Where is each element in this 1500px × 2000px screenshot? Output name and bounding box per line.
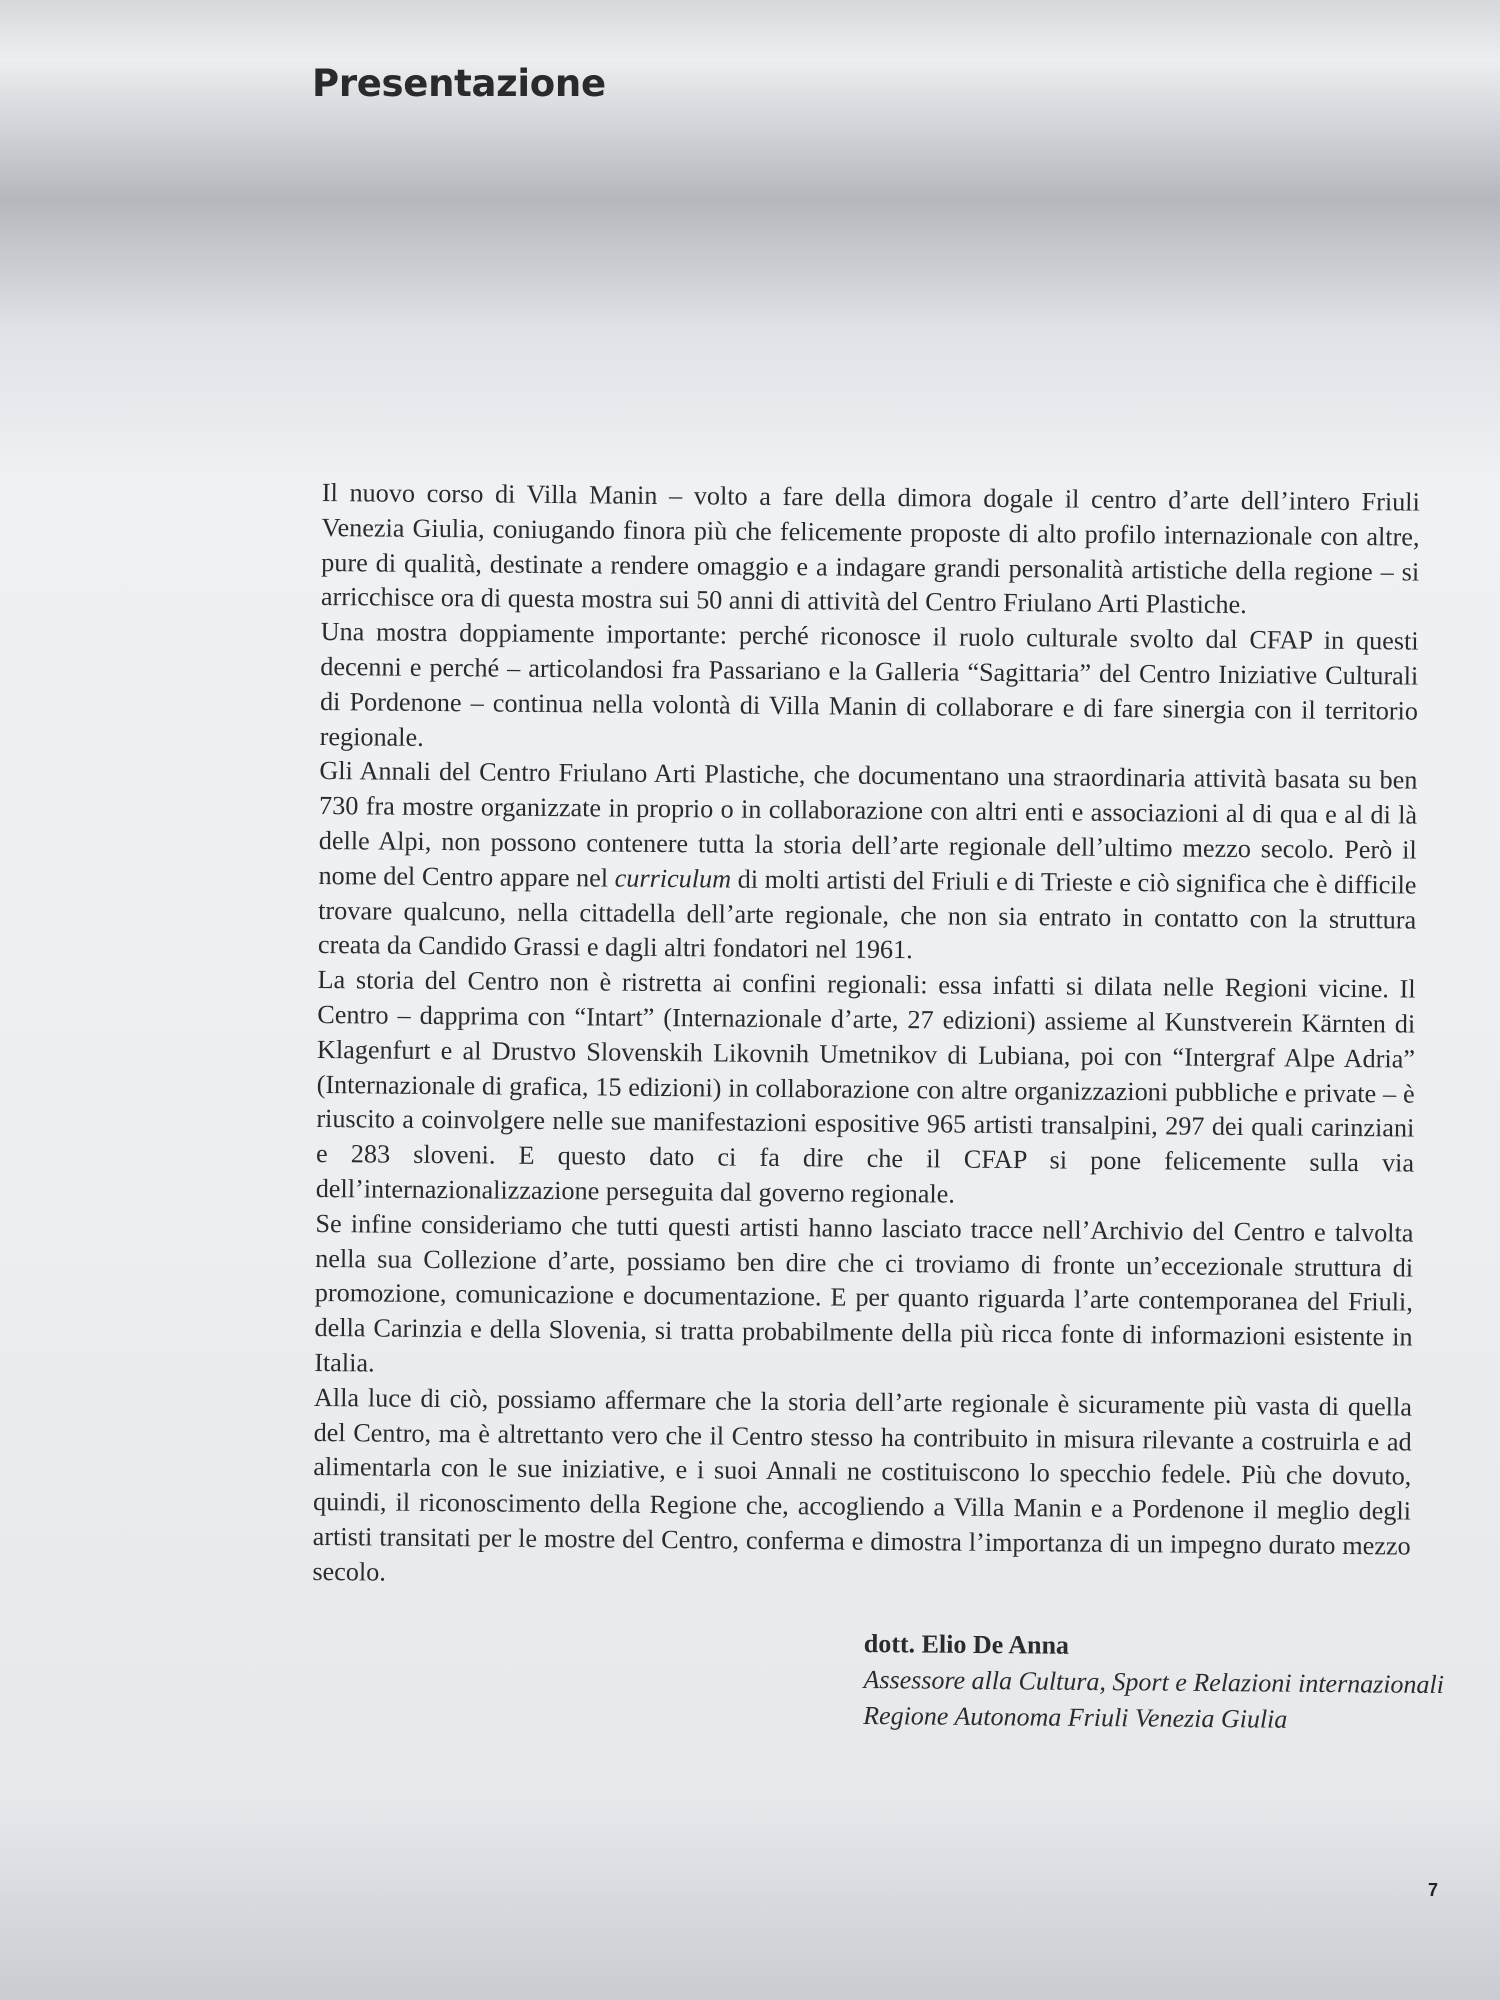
paragraph-1: Il nuovo corso di Villa Manin – volto a fare della dimora dogale il centro d’arte dell’intero Friuli Venezia Giulia, coniugando finora più che felicemente proposte di alto profilo internazionale con altre, pure di qualità, destinate a rendere omaggio e a indagare grandi personalità artistiche della regione – si arricchisce ora di questa mostra sui 50 anni di attività del Centro Friulano Arti Plastiche.	[320, 477, 1420, 620]
paragraph-5: Se infine consideriamo che tutti questi artisti hanno lasciato tracce nell’Archivio del Centro e talvolta nella sua Collezione d’arte, possiamo ben dire che ci troviamo di fronte un’eccezionale struttura di promozione, comunicazione e documentazione. E per quanto riguarda l’arte contemporanea del Friuli, della Carinzia e della Slovenia, si tratta probabilmente della più ricca fonte di informazioni esistente in Italia.	[314, 1208, 1414, 1378]
signatory-role: Assessore alla Cultura, Sport e Relazioni internazionali	[863, 1664, 1445, 1700]
signature-block	[863, 1626, 1454, 1739]
presentation-body	[312, 476, 1420, 1599]
paragraph-3-text-before: Gli Annali del Centro Friulano Arti Plastiche, che documentano una straordinaria attività basata su ben 730 fra mostre organizzate in proprio o in collaborazione con altri enti e associazioni al di qua e al di là delle Alpi, non possono contenere tutta la storia dell’arte regionale dell’ultimo mezzo secolo. Però il nome del Centro appare nel	[318, 756, 1418, 893]
signatory-institution: Regione Autonoma Friuli Venezia Giulia	[863, 1700, 1288, 1734]
paragraph-3-emphasis: curriculum	[614, 863, 732, 894]
page-number: 7	[1428, 1880, 1439, 1900]
paragraph-2: Una mostra doppiamente importante: perché riconosce il ruolo culturale svolto dal CFAP in questi decenni e perché – articolandosi fra Passariano e la Galleria “Sagittaria” del Centro Iniziative Culturali di Pordenone – continua nella volontà di Villa Manin di collaborare e di fare sinergia con il territorio regionale.	[319, 617, 1419, 752]
page-title: Presentazione	[312, 62, 606, 105]
signatory-name: dott. Elio De Anna	[863, 1628, 1070, 1660]
paragraph-6: Alla luce di ciò, possiamo affermare che la storia dell’arte regionale è sicuramente più vasta di quella del Centro, ma è altrettanto vero che il Centro stesso ha contribuito in misura rilevante a costruirla e ad alimentarla con le sue iniziative, e i suoi Annali ne costituiscono lo specchio fedele. Più che dovuto, quindi, il riconoscimento della Regione che, accogliendo a Villa Manin e a Pordenone il meglio degli artisti transitati per le mostre del Centro, conferma e dimostra l’importanza di un impegno durato mezzo secolo.	[312, 1382, 1413, 1587]
paragraph-3	[318, 754, 1418, 972]
paragraph-3-text-after: di molti artisti del Friuli e di Trieste e ciò significa che è difficile trovare qualcuno, nella cittadella dell’arte regionale, che non sia entrato in contatto con la struttura creata da Candido Grassi e dagli altri fondatori nel 1961.	[317, 864, 1417, 965]
paragraph-4: La storia del Centro non è ristretta ai confini regionali: essa infatti si dilata nelle Regioni vicine. Il Centro – dapprima con “Intart” (Internazionale d’arte, 27 edizioni) assieme al Kunstverein Kärnten di Klagenfurt e al Drustvo Slovenskih Likovnih Umetnikov di Lubiana, poi con “Intergraf Alpe Adria” (Internazionale di grafica, 15 edizioni) in collaborazione con altre organizzazioni pubbliche e private – è riuscito a coinvolgere nelle sue manifestazioni espositive 965 artisti transalpini, 297 dei quali carinziani e 283 sloveni. E questo dato ci fa dire che il CFAP si pone felicemente sulla via dell’internazionalizzazione perseguita dal governo regionale.	[315, 965, 1416, 1209]
